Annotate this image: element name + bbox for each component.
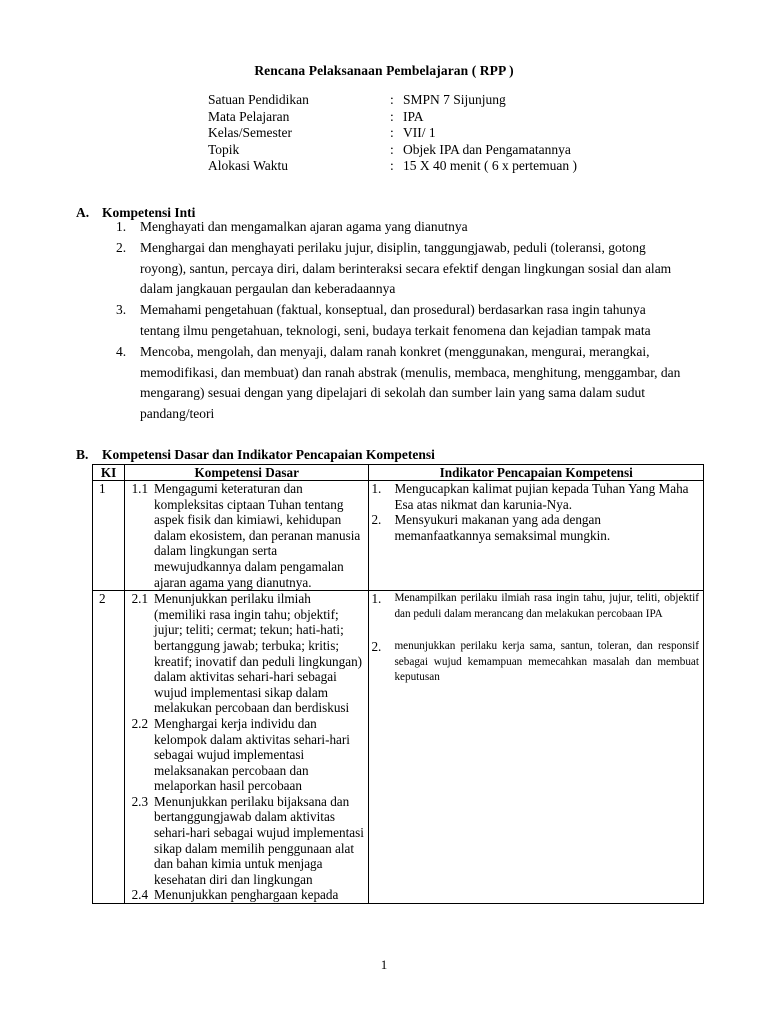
table-row: [93, 481, 704, 591]
ipk-text: menunjukkan perilaku kerja sama, santun, toleran, dan responsif sebagai wujud kemampuan memecahkan masalah dan membuat keputusan: [394, 639, 699, 684]
meta-colon: :: [390, 92, 394, 107]
ipk-text: Mensyukuri makanan yang ada dengan memanfaatkannya semaksimal mungkin.: [394, 512, 611, 543]
kd-text: Menunjukkan perilaku ilmiah (memiliki rasa ingin tahu; objektif; jujur; teliti; cermat; tekun; hati-hati; bertanggung jawab; terbuka; kritis; kreatif; inovatif dan peduli lingkungan) dalam aktivitas sehari-hari sebagai wujud implementasi sikap dalam melakukan percobaan dan berdiskusi: [154, 591, 363, 716]
meta-row-mapel: [208, 109, 577, 126]
list-number: 3.: [116, 302, 127, 318]
header-ki: KI: [93, 465, 125, 481]
kd-text: Menghargai kerja individu dan kelompok dalam aktivitas sehari-hari sebagai wujud implementasi melaksanakan percobaan dan melaporkan hasil percobaan: [154, 715, 350, 794]
kd-number: 1.1: [131, 481, 149, 496]
kd-item: [125, 716, 368, 794]
list-item: [116, 217, 686, 238]
table-header-row: [93, 465, 704, 481]
list-number: 2.: [116, 239, 127, 255]
meta-label: Alokasi Waktu: [208, 158, 289, 174]
spacer: [369, 623, 703, 639]
meta-row-kelas: [208, 125, 577, 142]
ipk-number: 1.: [371, 481, 382, 496]
meta-colon: :: [390, 158, 394, 174]
ipk-text: Mengucapkan kalimat pujian kepada Tuhan Yang Maha Esa atas nikmat dan karunia-Nya.: [394, 481, 689, 512]
meta-label: Mata Pelajaran: [208, 108, 290, 124]
ipk-number: 1.: [371, 591, 382, 607]
kd-number: 2.4: [131, 887, 149, 903]
ipk-number: 2.: [371, 512, 382, 528]
kd-number: 2.3: [131, 793, 149, 809]
ki-cell: 2: [93, 591, 125, 904]
list-item: [116, 342, 686, 425]
ipk-cell: [369, 591, 704, 904]
list-text: Memahami pengetahuan (faktual, konseptual, dan prosedural) berdasarkan rasa ingin tahunya tentang ilmu pengetahuan, teknologi, seni, budaya terkait fenomena dan kejadian tampak mata: [140, 302, 651, 338]
ipk-item: [369, 512, 703, 543]
meta-row-topik: [208, 142, 577, 159]
section-b-heading: [76, 447, 435, 463]
kd-number: 2.1: [131, 591, 149, 607]
section-letter: A.: [76, 205, 90, 220]
identity-block: [208, 92, 577, 175]
kd-text: Menunjukkan penghargaan kepada: [154, 887, 339, 903]
kompetensi-inti-list: [116, 217, 686, 425]
table-row: [93, 591, 704, 904]
header-kompetensi-dasar: Kompetensi Dasar: [125, 465, 369, 481]
list-number: 4.: [116, 343, 127, 359]
meta-colon: :: [390, 108, 394, 124]
kd-number: 2.2: [131, 715, 149, 731]
meta-row-alokasi: [208, 158, 577, 175]
list-text: Mencoba, mengolah, dan menyaji, dalam ranah konkret (menggunakan, mengurai, merangkai, memodifikasi, dan membuat) dan ranah abstrak (menulis, membaca, menghitung, menggambar, dan mengarang) sesuai dengan yang dipelajari di sekolah dan sumber lain yang sama dalam sudut pandang/teori: [140, 343, 681, 422]
ipk-number: 2.: [371, 638, 382, 654]
meta-value: IPA: [403, 108, 424, 124]
kd-item: [125, 887, 368, 903]
meta-value: VII/ 1: [403, 125, 436, 141]
page-number: 1: [380, 957, 388, 972]
section-title: Kompetensi Dasar dan Indikator Pencapaian Kompetensi: [102, 447, 435, 462]
kd-cell: [125, 591, 369, 904]
meta-label: Kelas/Semester: [208, 125, 292, 141]
kd-item: [125, 591, 368, 716]
kd-item: [125, 481, 368, 590]
meta-colon: :: [390, 141, 394, 157]
ipk-text: Menampilkan perilaku ilmiah rasa ingin tahu, jujur, teliti, objektif dan peduli dalam merancang dan melakukan percobaan IPA: [394, 592, 699, 620]
kd-text: Menunjukkan perilaku bijaksana dan bertanggungjawab dalam aktivitas sehari-hari sebagai wujud implementasi sikap dalam memilih penggunaan alat dan bahan kimia untuk menjaga kesehatan diri dan lingkungan: [154, 793, 364, 887]
list-number: 1.: [116, 219, 127, 234]
ki-cell: 1: [93, 481, 125, 591]
list-text: Menghargai dan menghayati perilaku jujur, disiplin, tanggungjawab, peduli (toleransi, gotong royong), santun, percaya diri, dalam berinteraksi secara efektif dengan lingkungan sosial dan alam dalam jangkauan pergaulan dan keberadaannya: [140, 239, 672, 297]
document-title: Rencana Pelaksanaan Pembelajaran ( RPP ): [254, 63, 514, 78]
section-letter: B.: [76, 447, 89, 462]
meta-row-satuan: [208, 92, 577, 109]
meta-value: Objek IPA dan Pengamatannya: [403, 141, 571, 157]
kd-text: Mengagumi keteraturan dan kompleksitas ciptaan Tuhan tentang aspek fisik dan kimiawi, kehidupan dalam ekosistem, dan peranan manusia dalam lingkungan serta mewujudkannya dalam pengamalan ajaran agama yang dianutnya.: [154, 481, 361, 590]
list-item: [116, 300, 686, 342]
list-item: [116, 238, 686, 300]
section-title: Kompetensi Inti: [102, 205, 196, 220]
ipk-item: [369, 481, 703, 512]
meta-colon: :: [390, 125, 394, 141]
kd-item: [125, 794, 368, 888]
meta-value: SMPN 7 Sijunjung: [403, 92, 506, 107]
meta-label: Topik: [208, 141, 240, 157]
ipk-item: [369, 591, 703, 623]
meta-value: 15 X 40 menit ( 6 x pertemuan ): [403, 158, 577, 174]
kd-cell: [125, 481, 369, 591]
meta-label: Satuan Pendidikan: [208, 92, 309, 107]
ipk-item: [369, 639, 703, 686]
competency-table: [92, 464, 704, 904]
ipk-cell: [369, 481, 704, 591]
list-text: Menghayati dan mengamalkan ajaran agama yang dianutnya: [140, 219, 468, 234]
header-indikator: Indikator Pencapaian Kompetensi: [369, 465, 704, 481]
